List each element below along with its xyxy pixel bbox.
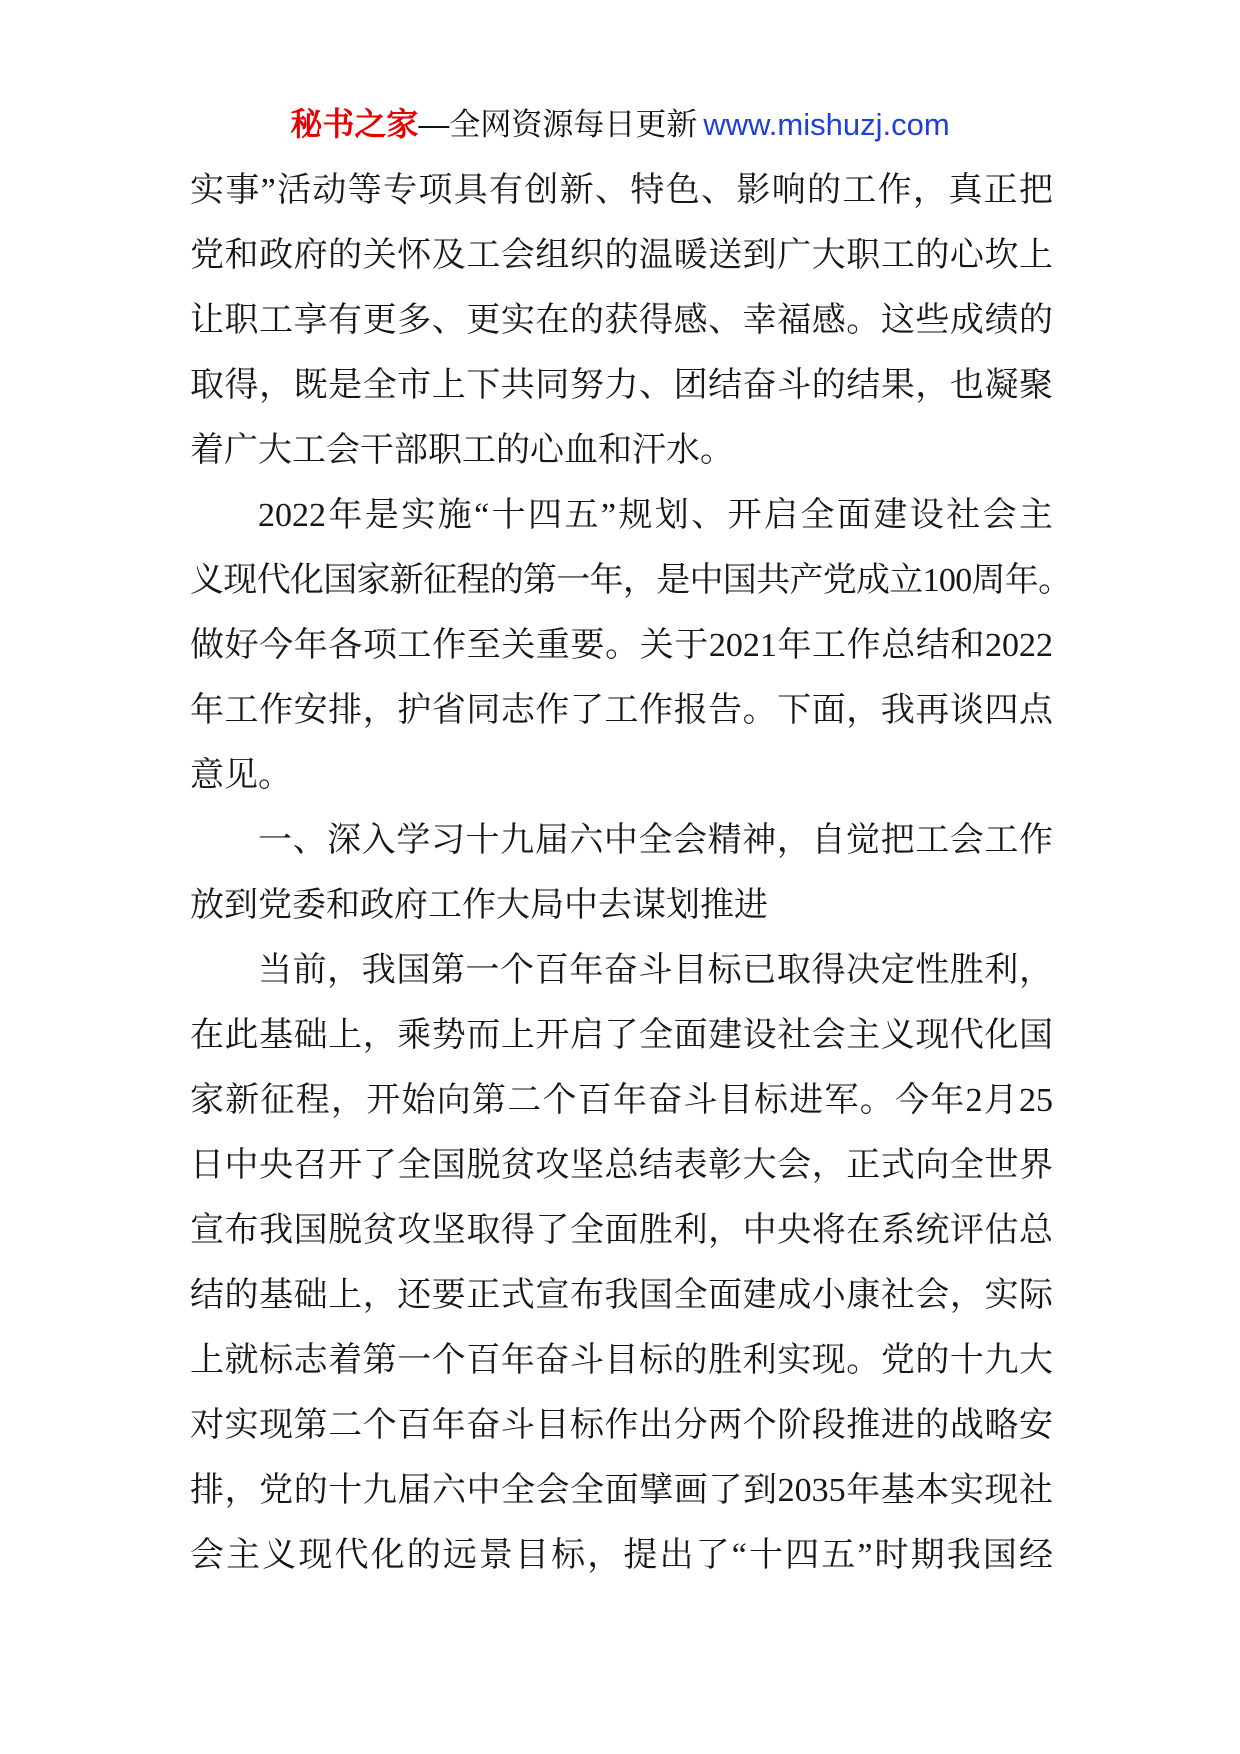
paragraph-line: 当前，我国第一个百年奋斗目标已取得决定性胜利， bbox=[258, 952, 1053, 989]
paragraph-line: 年工作安排，护省同志作了工作报告。下面，我再谈四点 bbox=[190, 692, 1053, 729]
paragraph-line: 义现代化国家新征程的第一年，是中国共产党成立100周年。 bbox=[190, 562, 1072, 599]
paragraph-line: 日中央召开了全国脱贫攻坚总结表彰大会，正式向全世界 bbox=[190, 1147, 1053, 1184]
paragraph bbox=[190, 938, 1053, 1588]
section-heading bbox=[190, 808, 1053, 938]
page-header bbox=[0, 104, 1240, 144]
paragraph-line: 宣布我国脱贫攻坚取得了全面胜利，中央将在系统评估总 bbox=[190, 1212, 1053, 1249]
paragraph bbox=[190, 483, 1072, 808]
paragraph bbox=[190, 158, 1053, 483]
paragraph-line: 让职工享有更多、更实在的获得感、幸福感。这些成绩的 bbox=[190, 302, 1053, 339]
paragraph-line: 2022年是实施“十四五”规划、开启全面建设社会主 bbox=[258, 497, 1053, 534]
paragraph-line: 上就标志着第一个百年奋斗目标的胜利实现。党的十九大 bbox=[190, 1342, 1053, 1379]
paragraph-line: 家新征程，开始向第二个百年奋斗目标进军。今年2月25 bbox=[190, 1082, 1053, 1119]
paragraph-line: 做好今年各项工作至关重要。关于2021年工作总结和2022 bbox=[190, 627, 1053, 664]
site-tagline: —全网资源每日更新 bbox=[418, 107, 698, 142]
document-body bbox=[190, 158, 1072, 1588]
paragraph-line: 党和政府的关怀及工会组织的温暖送到广大职工的心坎上 bbox=[190, 237, 1053, 274]
paragraph-line: 着广大工会干部职工的心血和汗水。 bbox=[190, 432, 734, 469]
paragraph-line: 会主义现代化的远景目标，提出了“十四五”时期我国经 bbox=[190, 1537, 1053, 1574]
paragraph-line: 对实现第二个百年奋斗目标作出分两个阶段推进的战略安 bbox=[190, 1407, 1053, 1444]
site-brand: 秘书之家 bbox=[290, 106, 419, 142]
paragraph-line: 取得，既是全市上下共同努力、团结奋斗的结果，也凝聚 bbox=[190, 367, 1053, 404]
paragraph-line: 在此基础上，乘势而上开启了全面建设社会主义现代化国 bbox=[190, 1017, 1053, 1054]
paragraph-line: 实事”活动等专项具有创新、特色、影响的工作，真正把 bbox=[190, 172, 1053, 209]
section-heading-line: 放到党委和政府工作大局中去谋划推进 bbox=[190, 887, 768, 924]
paragraph-line: 排，党的十九届六中全会全面擘画了到2035年基本实现社 bbox=[190, 1472, 1053, 1509]
paragraph-line: 结的基础上，还要正式宣布我国全面建成小康社会，实际 bbox=[190, 1277, 1053, 1314]
section-heading-line: 一、深入学习十九届六中全会精神，自觉把工会工作 bbox=[258, 822, 1053, 859]
paragraph-line: 意见。 bbox=[190, 757, 292, 794]
site-url: www.mishuzj.com bbox=[703, 107, 950, 142]
